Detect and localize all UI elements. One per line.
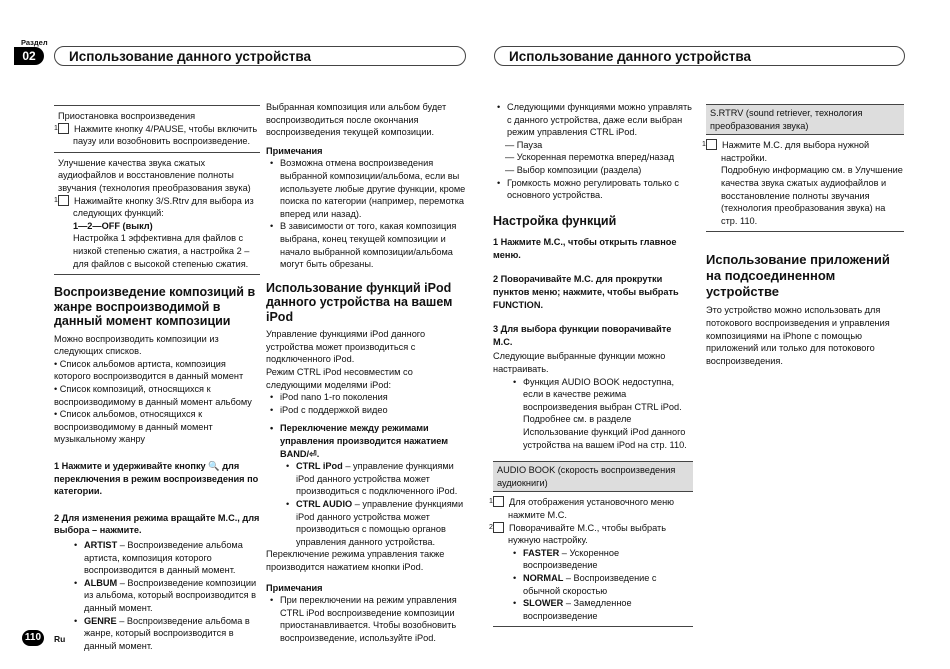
page-header-right: Использование данного устройства [494,46,905,66]
genre-step-1: 1 Нажмите и удерживайте кнопку 🔍 для переключения в режим воспроизведения по категории. [54,460,259,497]
switch-note: Переключение режима управления также производится нажатием кнопки iPod. [266,549,445,572]
step-number: 1 [706,139,717,150]
functions-heading: Настройка функций [493,213,617,228]
apps-text: Это устройство можно использовать для потокового воспроизведения и управления композициями на iPhone с помощью приложений или только для потокового воспроизведения. [706,305,890,366]
page-header-left: Использование данного устройства [54,46,466,66]
column-1 [54,105,260,652]
ipod-heading: Использование функций iPod данного устройства на вашем iPod [266,280,453,324]
step-number: 1 [58,195,69,206]
column-4 [702,104,904,367]
page-number: 110 [22,630,44,646]
ipod-p2: Режим CTRL iPod несовместим со следующими моделями iPod: [266,367,413,390]
option-genre: • GENRE – Воспроизведение альбома в жанре, который воспроизводится в данный момент. [54,615,260,653]
column-3 [489,101,693,627]
speed-slower: • SLOWER – Замедленное воспроизведение [493,597,693,622]
note-item: • Возможна отмена воспроизведения выбранной композиции/альбома, если вы используете любые другие функции, кроме поиска по категории (например, перемотка вперед или назад). [266,157,466,220]
audiobook-step-2: Поворачивайте M.C., чтобы выбрать нужную настройку. [508,522,666,546]
mode-ctrl-audio: • CTRL AUDIO – управление функциями iPod данного устройства может производиться с помощью органов управления данного устройства. [266,498,466,548]
speed-faster: • FASTER – Ускоренное воспроизведение [493,547,693,572]
audiobook-step-1: Для отображения установочного меню нажмите M.C. [508,497,675,520]
mode-ctrl-ipod: • CTRL iPod – управление функциями iPod данного устройства может производиться с подключенного iPod. [266,460,466,498]
srtrv-step-more: Подробную информацию см. в Улучшение качества звука сжатых аудиофайлов и восстановление полноты звучания (технология преобразования звука) на стр. 110. [721,165,903,226]
option-album: • ALBUM – Воспроизведение композиции из альбома, который воспроизводится в данный момент. [54,577,260,615]
genre-heading: Воспроизведение композиций в жанре воспроизводимой в данный момент композиции [54,285,256,329]
genre-list-item: • Список альбомов, относящихся к воспроизводимому в данный момент музыкальному жанру [54,409,213,445]
column-2 [266,101,466,644]
option-artist: • ARTIST – Воспроизведение альбома артиста, композиция которого воспроизводится в данный момент. [54,539,260,577]
sound-retriever-title: Улучшение качества звука сжатых аудиофайлов и восстановление полноты звучания (технология преобразования звука) [58,157,251,193]
note2-item: • При переключении на режим управления CTRL iPod воспроизведение композиции приостанавливается. Чтобы возобновить воспроизведение, используйте iPod. [266,594,466,644]
audiobook-box-head: AUDIO BOOK (скорость воспроизведения аудиокниги) [493,462,693,491]
step-number: 1 [58,123,69,134]
dash-item: — Выбор композиции (раздела) [505,164,693,177]
ipod-model: • iPod nano 1-го поколения [266,391,466,404]
section-label: Раздел [21,38,48,47]
ctrl-bullet-2: • Громкость можно регулировать только с основного устройства. [493,177,693,202]
switch-title: • Переключение между режимами управления производится нажатием BAND/⏎. [266,422,466,460]
sound-retriever-note: Настройка 1 эффективна для файлов с низкой степенью сжатия, а настройка 2 – для файлов с высокой степенью сжатия. [73,233,250,269]
ctrl-dash-list [493,139,693,177]
section-number-badge: 02 [14,47,44,65]
func-step-2: 2 Поворачивайте M.C. для прокрутки пунктов меню; нажмите, чтобы выбрать FUNCTION. [493,274,679,310]
dash-item: — Пауза [505,139,693,152]
step-number: 1 [493,496,504,507]
ipod-model: • iPod с поддержкой видео [266,404,466,417]
ipod-p1: Управление функциями iPod данного устройства может производиться с подключенного iPod. [266,329,426,365]
pause-title: Приостановка воспроизведения [58,111,196,121]
genre-list-item: • Список композиций, относящихся к воспроизводимому в данный момент альбому [54,384,252,407]
note-item: • В зависимости от того, какая композиция выбрана, конец текущей композиции и начало выбранной композиции/альбома могут быть обрезаны. [266,220,466,270]
genre-intro: Можно воспроизводить композиции из следующих списков. [54,333,219,357]
srtrv-box-head: S.RTRV (sound retriever, технология преобразования звука) [706,105,904,134]
queue-intro: Выбранная композиция или альбом будет воспроизводиться после окончания воспроизведения текущей композиции. [266,102,447,138]
pause-box [54,105,260,153]
sound-retriever-box [54,153,260,275]
sound-retriever-sequence: 1—2—OFF (выкл) [73,220,153,231]
ctrl-bullet-1: • Следующими функциями можно управлять с данного устройства, даже если выбран режим управления CTRL iPod. [493,101,693,139]
notes-title: Примечания [266,145,323,156]
audiobook-note: • Функция AUDIO BOOK недоступна, если в качестве режима воспроизведения выбран CTRL iPod. Подробнее см. в разделе Использование функций iPod данного устройства на вашем iPod на стр. 110. [493,376,693,452]
sound-retriever-step: Нажимайте кнопку 3/S.Rtrv для выбора из следующих функций: [73,195,254,219]
dash-item: — Ускоренная перемотка вперед/назад [505,151,693,164]
genre-step-2: 2 Для изменения режима вращайте M.C., для выбора – нажмите. [54,512,260,536]
func-step-1: 1 Нажмите M.C., чтобы открыть главное меню. [493,237,677,260]
notes2-title: Примечания [266,582,323,593]
pause-step: Нажмите кнопку 4/PAUSE, чтобы включить паузу или возобновить воспроизведение. [73,123,258,147]
audiobook-box [489,461,693,627]
srtrv-step-1: Нажмите M.C. для выбора нужной настройки. [721,140,870,163]
func-step-3-text: Следующие выбранные функции можно настраивать. [493,351,666,374]
language-label: Ru [54,634,66,644]
apps-heading: Использование приложений на подсоединенном устройстве [706,252,890,300]
srtrv-box [702,104,904,232]
speed-normal: • NORMAL – Воспроизведение с обычной скоростью [493,572,693,597]
genre-list-item: • Список альбомов артиста, композиция которого воспроизводится в данный момент [54,358,244,382]
step-number: 2 [493,522,504,533]
func-step-3: 3 Для выбора функции поворачивайте M.C. [493,324,672,347]
